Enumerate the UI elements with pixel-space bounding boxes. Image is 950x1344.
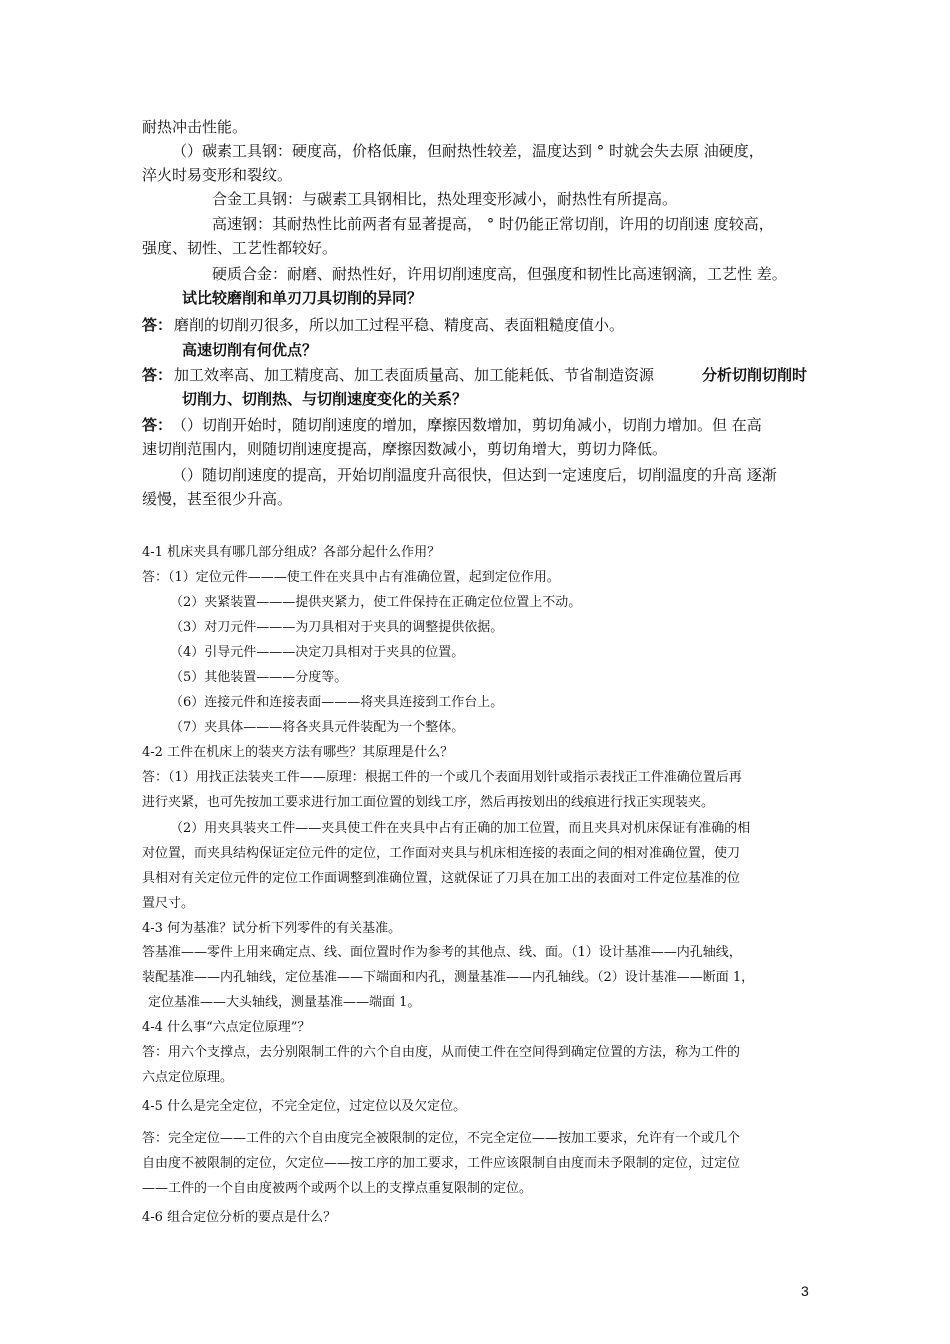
question-heading: 4-5 什么是完全定位，不完全定位，过定位以及欠定位。 bbox=[142, 1099, 467, 1114]
text-line: 进行夹紧，也可先按加工要求进行加工面位置的划线工序，然后再按划出的线痕进行找正实现装夹。 bbox=[142, 795, 715, 810]
text-line: 淬火时易变形和裂纹。 bbox=[142, 166, 293, 184]
question-heading: 试比较磨削和单刃刀具切削的异同？ bbox=[182, 289, 423, 307]
text-line: 加工效率高、加工精度高、加工表面质量高、加工能耗低、节省制造资源 bbox=[174, 366, 655, 384]
question-heading: 切削力、切削热、与切削速度变化的关系？ bbox=[182, 390, 468, 408]
text-line: 强度、韧性、工艺性都较好。 bbox=[142, 239, 338, 257]
question-heading: 4-6 组合定位分析的要点是什么？ bbox=[142, 1210, 337, 1225]
text-line: 答基准——零件上用来确定点、线、面位置时作为参考的其他点、线、面。（1）设计基准——内孔轴线， bbox=[142, 945, 742, 960]
answer-label: 答： bbox=[142, 316, 173, 334]
text-line: 定位基准——大头轴线，测量基准——端面 1。 bbox=[148, 995, 421, 1010]
text-line: （）碳素工具钢：硬度高，价格低廉，但耐热性较差，温度达到 ° 时就会失去原 油硬度， bbox=[172, 142, 764, 160]
text-line: 具相对有关定位元件的定位工作面调整到准确位置，这就保证了刀具在加工出的表面对工件定位基准的位 bbox=[142, 871, 741, 886]
text-line: （2）用夹具装夹工件——夹具使工件在夹具中占有正确的加工位置，而且夹具对机床保证有准确的相 bbox=[170, 821, 751, 836]
text-line: 答：完全定位——工件的六个自由度完全被限制的定位，不完全定位——按加工要求，允许有一个或几个 bbox=[142, 1131, 741, 1146]
text-line: ——工件的一个自由度被两个或两个以上的支撑点重复限制的定位。 bbox=[142, 1181, 533, 1196]
text-line: 耐热冲击性能。 bbox=[142, 118, 248, 136]
text-line: 缓慢，甚至很少升高。 bbox=[142, 490, 293, 508]
text-line: 答：（1）用找正法装夹工件——原理：根据工件的一个或几个表面用划针或指示表找正工件准确位置后再 bbox=[142, 770, 742, 785]
text-line: 高速钢：其耐热性比前两者有显著提高， ° 时仍能正常切削，许用的切削速 度较高， bbox=[212, 215, 774, 233]
question-heading: 4-4 什么事“六点定位原理”？ bbox=[142, 1020, 311, 1035]
list-item: （7）夹具体———将各夹具元件装配为一个整体。 bbox=[170, 720, 465, 735]
list-item: （3）对刀元件———为刀具相对于夹具的调整提供依据。 bbox=[170, 620, 504, 635]
page-number: 3 bbox=[801, 1283, 809, 1299]
list-item: （5）其他装置———分度等。 bbox=[170, 670, 348, 685]
text-line: 磨削的切削刃很多，所以加工过程平稳、精度高、表面粗糙度值小。 bbox=[174, 316, 625, 334]
question-heading: 4-1 机床夹具有哪几部分组成？各部分起什么作用？ bbox=[142, 545, 441, 560]
text-line: 对位置，而夹具结构保证定位元件的定位，工作面对夹具与机床相连接的表面之间的相对准确位置，使刀 bbox=[142, 846, 741, 861]
question-heading: 4-3 何为基准？试分析下列零件的有关基准。 bbox=[142, 921, 402, 936]
text-line: 自由度不被限制的定位，欠定位——按工序的加工要求，工件应该限制自由度而未予限制的定位，过定位 bbox=[142, 1156, 741, 1171]
text-line: 答：（1）定位元件———使工件在夹具中占有准确位置，起到定位作用。 bbox=[142, 570, 560, 585]
text-line: 答：用六个支撑点，去分别限制工件的六个自由度，从而使工件在空间得到确定位置的方法，称为工件的 bbox=[142, 1045, 741, 1060]
question-heading: 高速切削有何优点？ bbox=[182, 341, 318, 359]
list-item: （2）夹紧装置———提供夹紧力，使工件保持在正确定位位置上不动。 bbox=[170, 595, 582, 610]
question-heading: 4-2 工件在机床上的装夹方法有哪些？其原理是什么？ bbox=[142, 745, 454, 760]
text-line: 六点定位原理。 bbox=[142, 1070, 234, 1085]
text-line: （）切削开始时，随切削速度的增加，摩擦因数增加，剪切角减小，切削力增加。但 在高 bbox=[172, 416, 762, 434]
question-heading: 分析切削切削时 bbox=[702, 366, 808, 384]
answer-label: 答： bbox=[142, 416, 173, 434]
list-item: （6）连接元件和连接表面———将夹具连接到工作台上。 bbox=[170, 695, 504, 710]
list-item: （4）引导元件———决定刀具相对于夹具的位置。 bbox=[170, 645, 465, 660]
text-line: 速切削范围内，则随切削速度提高，摩擦因数减小，剪切角增大，剪切力降低。 bbox=[142, 440, 668, 458]
text-line: 合金工具钢：与碳素工具钢相比，热处理变形减小，耐热性有所提高。 bbox=[212, 190, 678, 208]
text-line: （）随切削速度的提高，开始切削温度升高很快，但达到一定速度后，切削温度的升高 逐渐 bbox=[172, 466, 777, 484]
text-line: 装配基准——内孔轴线，定位基准——下端面和内孔，测量基准——内孔轴线。（2）设计基准——断面 1， bbox=[142, 970, 755, 985]
answer-label: 答： bbox=[142, 366, 173, 384]
text-line: 置尺寸。 bbox=[142, 896, 195, 911]
text-line: 硬质合金：耐磨、耐热性好，许用切削速度高，但强度和韧性比高速钢滴，工艺性 差。 bbox=[212, 265, 787, 283]
